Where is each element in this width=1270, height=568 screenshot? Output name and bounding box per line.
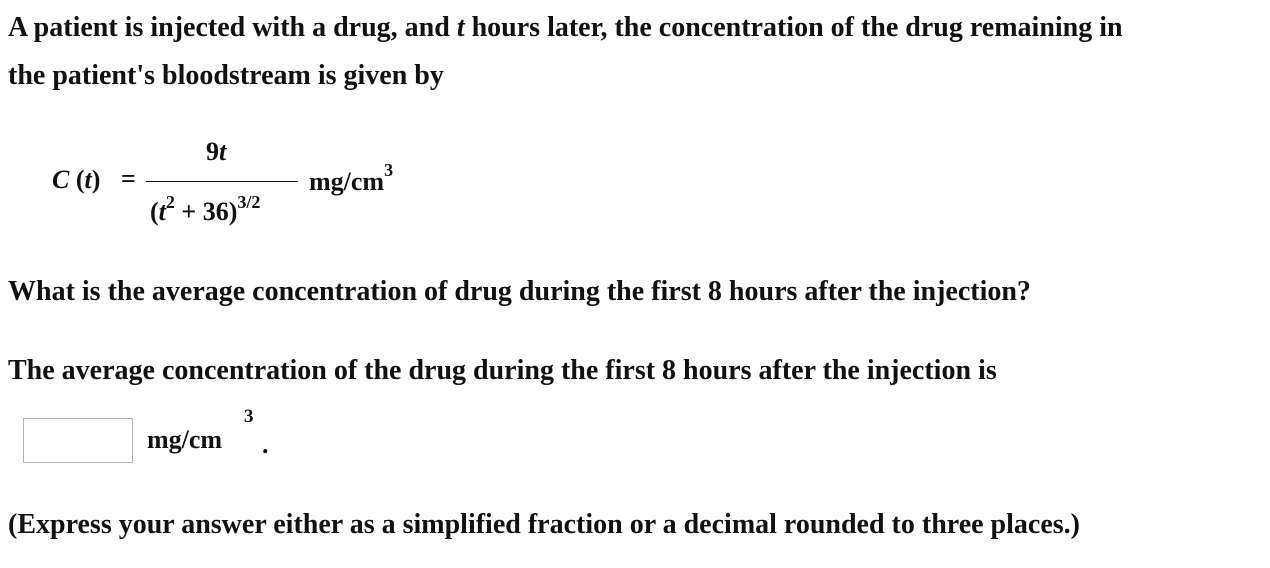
formula-denominator-variable: t bbox=[158, 197, 166, 226]
answer-instruction: (Express your answer either as a simplified fraction or a decimal rounded to three places.) bbox=[8, 509, 1080, 540]
formula-lhs-variable: t bbox=[84, 165, 92, 194]
formula-equals: = bbox=[121, 164, 136, 193]
formula-numerator-coefficient: 9 bbox=[206, 137, 219, 166]
formula-denominator bbox=[150, 192, 261, 229]
answer-input[interactable] bbox=[23, 418, 133, 463]
formula-lhs bbox=[52, 165, 100, 195]
formula-lhs-open-paren: ( bbox=[75, 165, 85, 194]
formula-unit-exponent: 3 bbox=[384, 160, 394, 180]
formula-lhs-close-paren: ) bbox=[91, 165, 101, 194]
answer-unit-exponent: 3 bbox=[244, 406, 254, 427]
question-prompt: What is the average concentration of drug during the first 8 hours after the injection? bbox=[8, 276, 1031, 307]
formula-denominator-variable-exponent: 2 bbox=[165, 192, 175, 212]
formula-denominator-plus-constant: + 36) bbox=[181, 197, 238, 226]
answer-period: . bbox=[262, 430, 269, 459]
question-line-2: the patient's bloodstream is given by bbox=[8, 60, 444, 91]
formula-unit-text: mg/cm bbox=[309, 167, 385, 196]
formula-denominator-exponent: 3/2 bbox=[237, 192, 261, 212]
formula-numerator-variable: t bbox=[219, 137, 227, 166]
formula-unit bbox=[309, 160, 394, 199]
formula-denominator-open-paren: ( bbox=[150, 197, 159, 226]
question-line-1-pre: A patient is injected with a drug, and bbox=[8, 12, 457, 43]
variable-t: t bbox=[456, 12, 465, 43]
fraction-bar bbox=[146, 181, 298, 182]
answer-unit: mg/cm bbox=[147, 425, 223, 454]
formula-numerator bbox=[206, 137, 226, 167]
formula-lhs-function: C bbox=[52, 165, 70, 194]
answer-lead-text: The average concentration of the drug during the first 8 hours after the injection is bbox=[8, 355, 997, 386]
question-line-1-post: hours later, the concentration of the drug remaining in bbox=[464, 12, 1123, 43]
